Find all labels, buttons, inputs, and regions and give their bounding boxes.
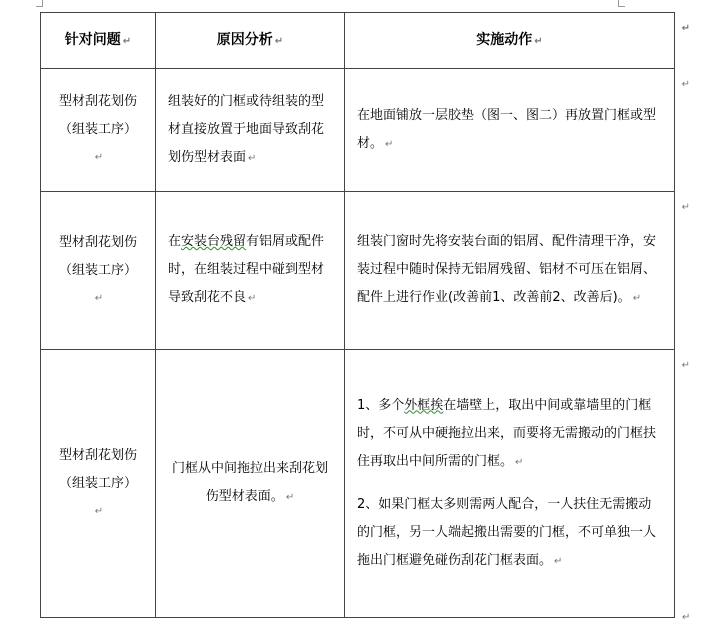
header-cause: 原因分析 ↵ <box>156 13 345 69</box>
cause-cell: 门框从中间拖拉出来刮花划伤型材表面。 ↵ <box>156 350 345 618</box>
improvement-table <box>40 12 690 618</box>
action-cell: 1、多个外框挨在墙壁上，取出中间或靠墙里的门框时，不可从中硬拖拉出来，而要将无需搬动的门框扶住再取出中间所需的门框。 ↵ 2、如果门框太多则需两人配合，一人扶住无需搬动的门框，另一人端起搬出需要的门框，不可单独一人拖出门框避免碰伤刮花门框表面。 ↵ ↵ <box>345 350 675 618</box>
cause-cell: 组装好的门框或待组装的型材直接放置于地面导致刮花划伤型材表面 ↵ <box>156 69 345 192</box>
cause-cell: 在安装台残留有铝屑或配件时，在组装过程中碰到型材导致刮花不良 ↵ <box>156 192 345 350</box>
page-corner-mark-left <box>36 0 43 7</box>
header-problem: 针对问题 ↵ <box>41 13 156 69</box>
action-cell: 组装门窗时先将安装台面的铝屑、配件清理干净，安装过程中随时保持无铝屑残留、铝材不可压在铝屑、配件上进行作业(改善前1、改善前2、改善后)。 ↵ ↵ <box>345 192 675 350</box>
table-row <box>41 350 675 618</box>
spellcheck-underline: 安装台残留 <box>181 234 247 249</box>
table-header-row <box>41 13 675 69</box>
spellcheck-underline: 外框挨 <box>404 397 444 413</box>
table-row <box>41 192 675 350</box>
problem-cell: 型材刮花划伤 （组装工序） ↵ <box>41 192 156 350</box>
document-end-mark: ↵ <box>682 612 691 623</box>
problem-cell: 型材刮花划伤 （组装工序） ↵ <box>41 69 156 192</box>
action-cell: 在地面铺放一层胶垫（图一、图二）再放置门框或型材。 ↵ ↵ <box>345 69 675 192</box>
header-action: 实施动作 ↵ ↵ <box>345 13 675 69</box>
table-row <box>41 69 675 192</box>
page-corner-mark-right <box>618 0 625 7</box>
problem-cell: 型材刮花划伤 （组装工序） ↵ <box>41 350 156 618</box>
